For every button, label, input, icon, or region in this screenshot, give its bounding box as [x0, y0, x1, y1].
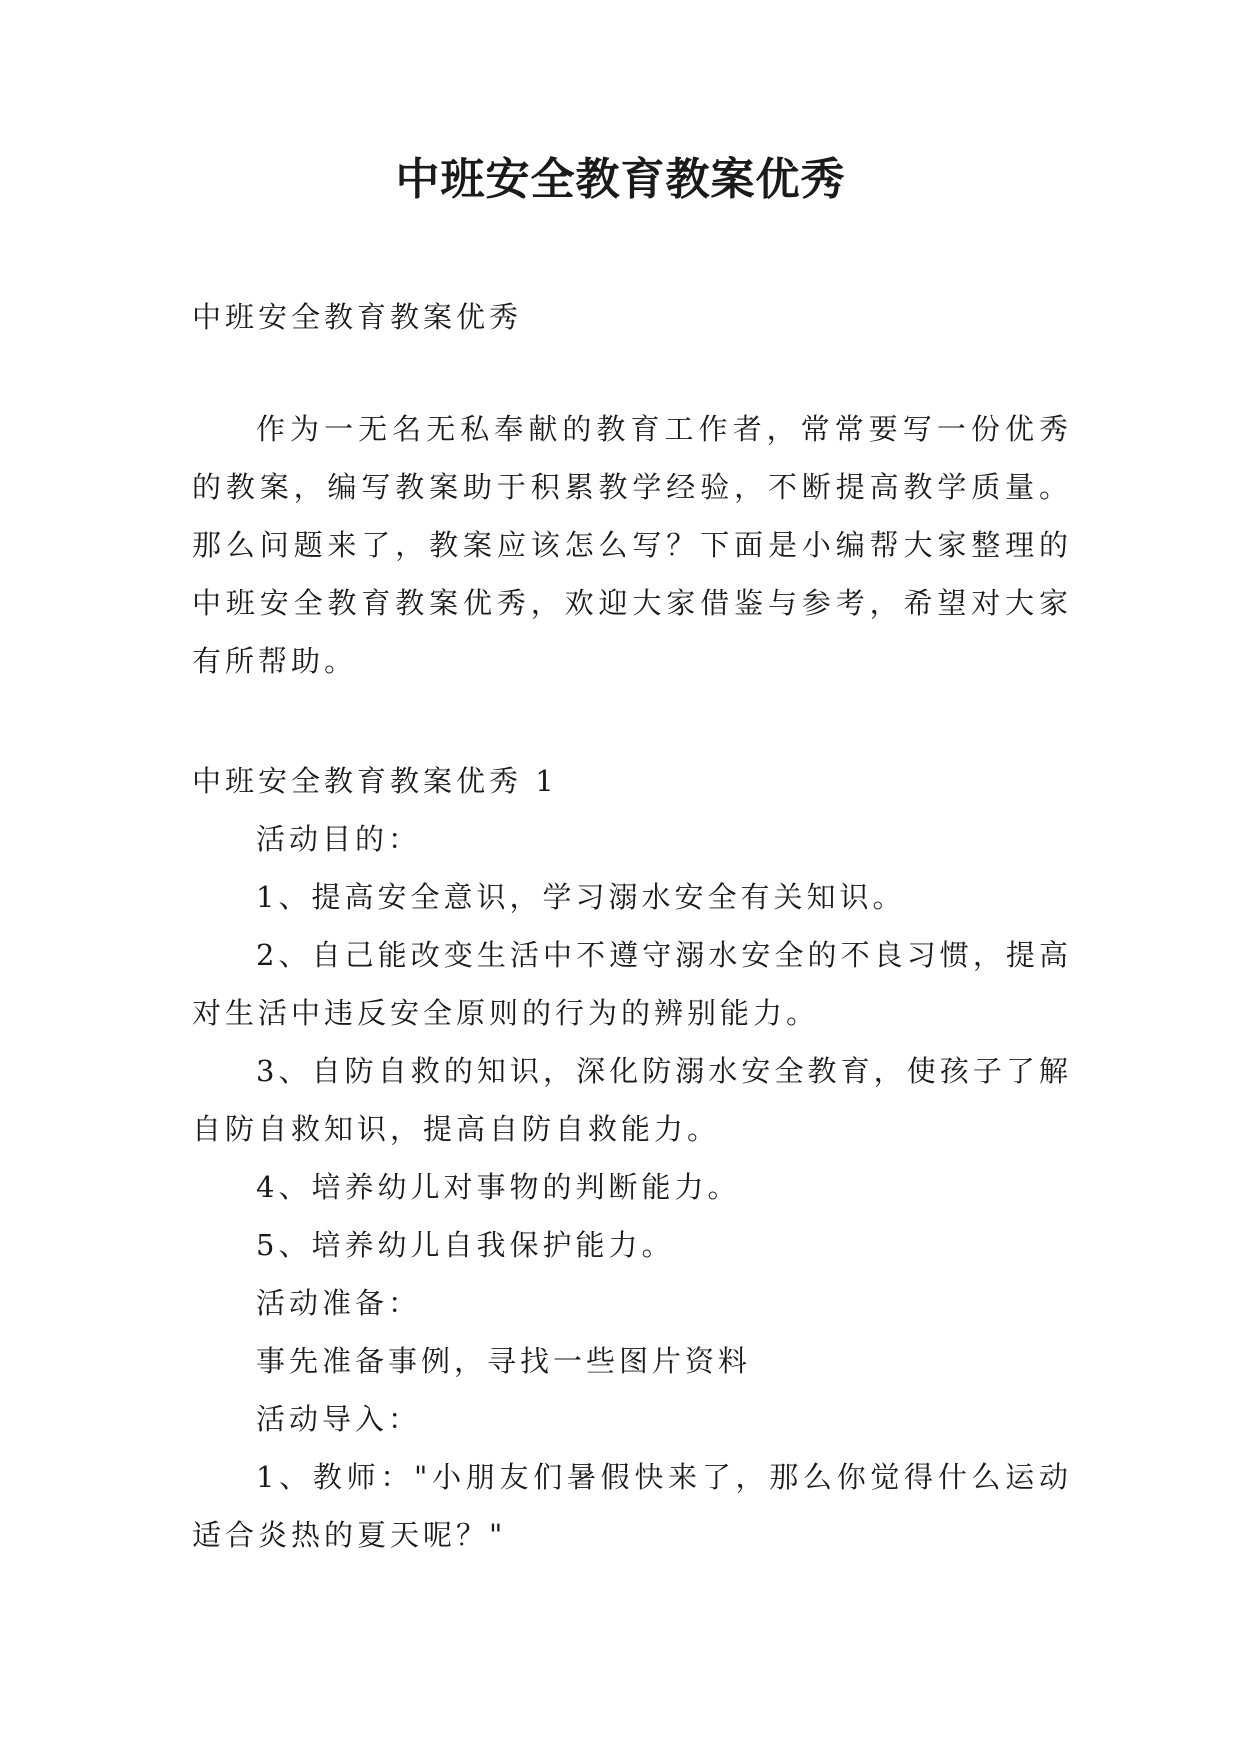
section-heading: 中班安全教育教案优秀 1: [192, 764, 558, 798]
intro-label: 活动导入：: [256, 1402, 422, 1436]
goal-item: 2、自己能改变生活中不遵守溺水安全的不良习惯，提高对生活中违反安全原则的行为的辨别能力。: [192, 938, 1072, 1030]
document-title: 中班安全教育教案优秀: [395, 154, 846, 205]
goal-item: 1、提高安全意识，学习溺水安全有关知识。: [256, 880, 906, 914]
intro-paragraph: 作为一无名无私奉献的教育工作者，常常要写一份优秀的教案，编写教案助于积累教学经验，不断提高教学质量。那么问题来了，教案应该怎么写？下面是小编帮大家整理的中班安全教育教案优秀，欢迎大家借鉴与参考，希望对大家有所帮助。: [192, 412, 1072, 678]
prep-text: 事先准备事例，寻找一些图片资料: [256, 1344, 752, 1378]
goal-item: 5、培养幼儿自我保护能力。: [256, 1228, 675, 1262]
goal-item: 4、培养幼儿对事物的判断能力。: [256, 1170, 741, 1204]
goal-label: 活动目的：: [256, 822, 422, 856]
section-1: [192, 752, 1072, 1564]
prep-label: 活动准备：: [256, 1286, 422, 1320]
intro-step: 1、教师："小朋友们暑假快来了，那么你觉得什么运动适合炎热的夏天呢？": [192, 1460, 1072, 1552]
goal-item: 3、自防自救的知识，深化防溺水安全教育，使孩子了解自防自救知识，提高自防自救能力。: [192, 1054, 1072, 1146]
document-subtitle: 中班安全教育教案优秀: [192, 300, 523, 334]
